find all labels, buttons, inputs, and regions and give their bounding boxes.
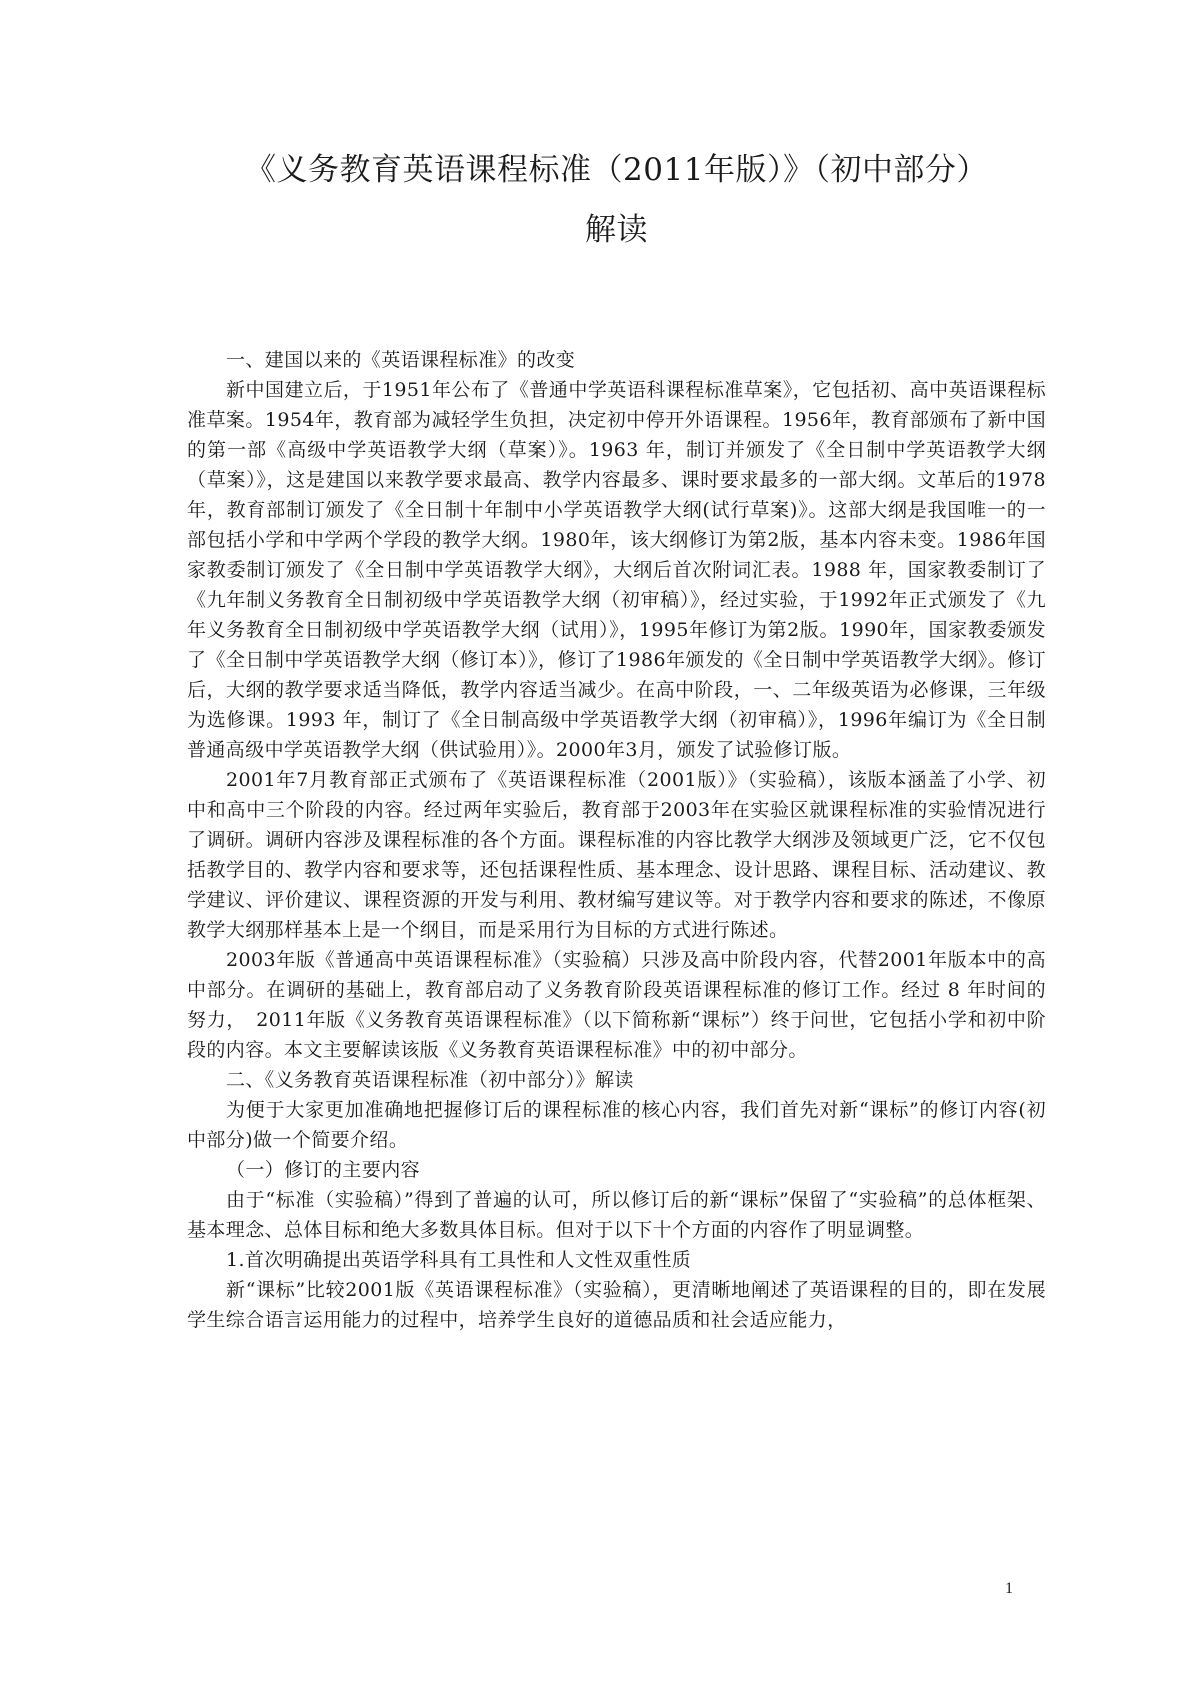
document-title: 《义务教育英语课程标准（2011年版）》（初中部分） bbox=[245, 152, 988, 188]
numbered-heading: 1.首次明确提出英语学科具有工具性和人文性双重性质 bbox=[226, 1249, 692, 1271]
page-number: 1 bbox=[1005, 1580, 1013, 1597]
subsection-heading: （一）修订的主要内容 bbox=[226, 1159, 421, 1181]
body-paragraph: 由于“标准（实验稿）”得到了普遍的认可，所以修订后的新“课标”保留了“实验稿”的总体框架、基本理念、总体目标和绝大多数具体目标。但对于以下十个方面的内容作了明显调整。 bbox=[187, 1189, 1046, 1241]
section-heading-1: 一、建国以来的《英语课程标准》的改变 bbox=[226, 349, 576, 371]
body-paragraph: 新中国建立后，于1951年公布了《普通中学英语科课程标准草案》，它包括初、高中英语课程标准草案。1954年，教育部为减轻学生负担，决定初中停开外语课程。1956年，教育部颁布了新中国的第一部《高级中学英语教学大纲（草案）》。1963 年，制订并颁发了《全日制中学英语教学大纲（草案）》，这是建国以来教学要求最高、教学内容最多、课时要求最多的一部大纲。文革后的1978年，教育部制订颁发了《全日制十年制中小学英语教学大纲(试行草案)》。这部大纲是我国唯一的一部包括小学和中学两个学段的教学大纲。1980年，该大纲修订为第2版，基本内容未变。1986年国家教委制订颁发了《全日制中学英语教学大纲》，大纲后首次附词汇表。1988 年，国家教委制订了《九年制义务教育全日制初级中学英语教学大纲（初审稿）》，经过实验，于1992年正式颁发了《九年义务教育全日制初级中学英语教学大纲（试用）》，1995年修订为第2版。1990年，国家教委颁发了《全日制中学英语教学大纲（修订本）》，修订了1986年颁发的《全日制中学英语教学大纲》。修订后，大纲的教学要求适当降低，教学内容适当减少。在高中阶段，一、二年级英语为必修课，三年级为选修课。1993 年，制订了《全日制高级中学英语教学大纲（初审稿）》，1996年编订为《全日制普通高级中学英语教学大纲（供试验用）》。2000年3月，颁发了试验修订版。 bbox=[187, 379, 1046, 761]
section-heading-2: 二、《义务教育英语课程标准（初中部分）》解读 bbox=[226, 1069, 634, 1091]
body-paragraph: 为便于大家更加准确地把握修订后的课程标准的核心内容，我们首先对新“课标”的修订内容(初中部分)做一个简要介绍。 bbox=[187, 1099, 1046, 1151]
document-subtitle: 解读 bbox=[585, 212, 648, 248]
body-paragraph: 2001年7月教育部正式颁布了《英语课程标准（2001版）》（实验稿），该版本涵盖了小学、初中和高中三个阶段的内容。经过两年实验后，教育部于2003年在实验区就课程标准的实验情况进行了调研。调研内容涉及课程标准的各个方面。课程标准的内容比教学大纲涉及领域更广泛，它不仅包括教学目的、教学内容和要求等，还包括课程性质、基本理念、设计思路、课程目标、活动建议、教学建议、评价建议、课程资源的开发与利用、教材编写建议等。对于教学内容和要求的陈述，不像原教学大纲那样基本上是一个纲目，而是采用行为目标的方式进行陈述。 bbox=[187, 769, 1046, 941]
body-paragraph: 新“课标”比较2001版《英语课程标准》（实验稿），更清晰地阐述了英语课程的目的，即在发展学生综合语言运用能力的过程中，培养学生良好的道德品质和社会适应能力， bbox=[187, 1279, 1046, 1331]
body-paragraph: 2003年版《普通高中英语课程标准》（实验稿）只涉及高中阶段内容，代替2001年版本中的高中部分。在调研的基础上，教育部启动了义务教育阶段英语课程标准的修订工作。经过 8 年时间的努力， 2011年版《义务教育英语课程标准》（以下简称新“课标”）终于问世，它包括小学和初中阶段的内容。本文主要解读该版《义务教育英语课程标准》中的初中部分。 bbox=[187, 949, 1046, 1061]
